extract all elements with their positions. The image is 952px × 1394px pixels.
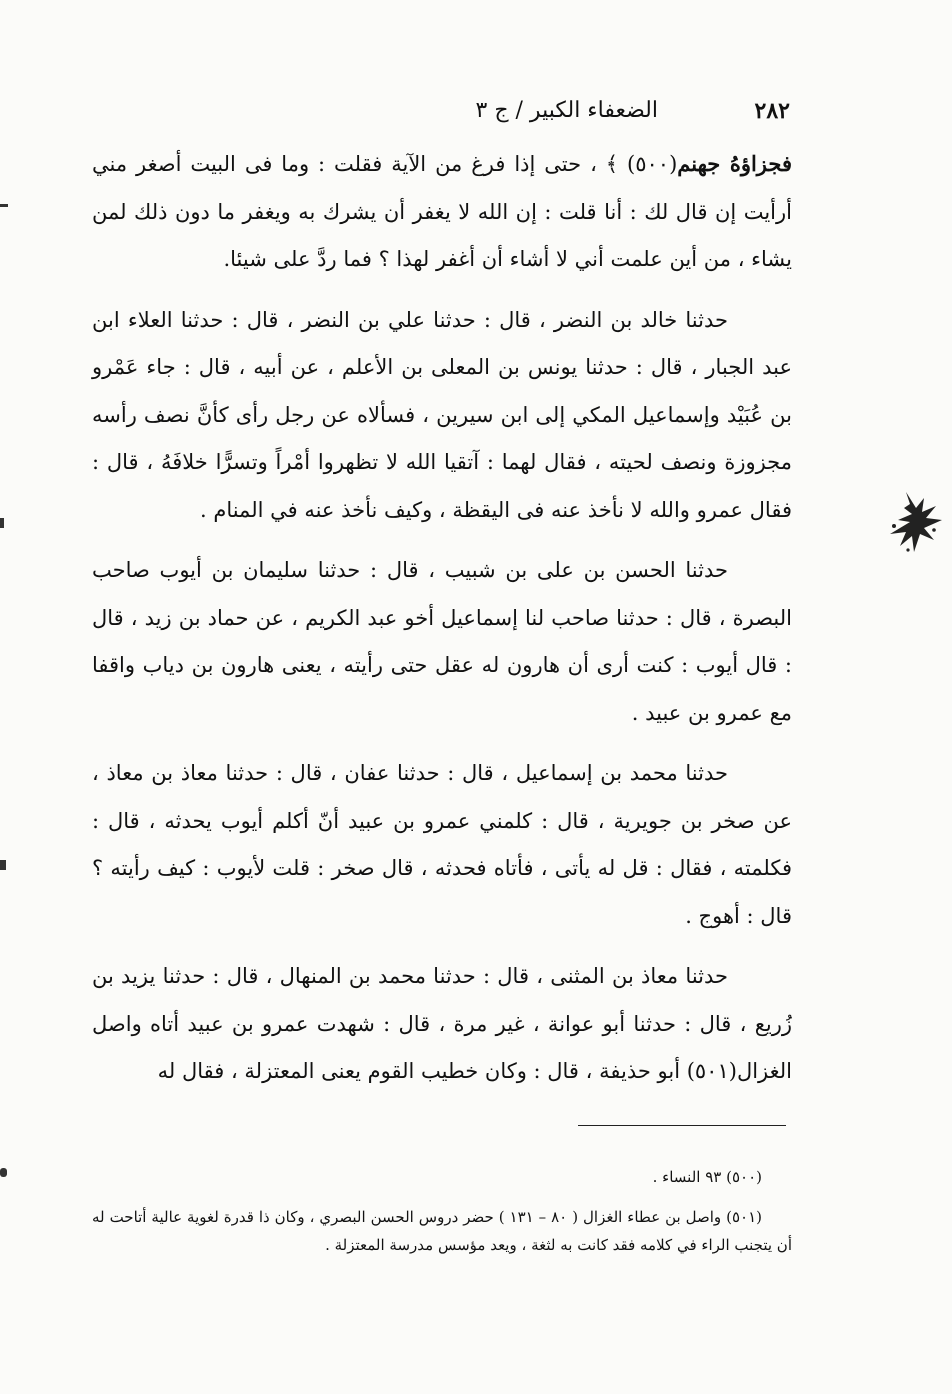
page-number: ٢٨٢ xyxy=(754,98,790,124)
scan-edge-mark xyxy=(0,518,4,528)
running-title: الضعفاء الكبير / ج ٣ xyxy=(475,98,658,123)
ink-blot-mark xyxy=(884,490,944,560)
footnote-separator xyxy=(578,1125,786,1126)
paragraph-text: حدثنا الحسن بن على بن شبيب ، قال : حدثنا سليمان بن أيوب صاحب البصرة ، قال : حدثنا صاحب لنا إسماعيل أخو عبد الكريم ، عن حماد بن زيد ، قال : قال أيوب : كنت أرى أن هارون له عقل حتى رأيته ، يعنى هارون بن دياب واقفا مع عمرو بن عبيد . xyxy=(92,558,792,725)
scan-edge-mark xyxy=(0,1168,7,1177)
main-text xyxy=(92,140,792,1100)
paragraph-text: حدثنا خالد بن النضر ، قال : حدثنا علي بن النضر ، قال : حدثنا العلاء ابن عبد الجبار ، قال : حدثنا يونس بن المعلى بن الأعلم ، عن أبيه ، قال : جاء عَمْرو بن عُبَيْد وإسماعيل المكي إلى ابن سيرين ، فسألاه عن رجل رأى كأنَّ نصف رأسه مجزوزة ونصف لحيته ، فقال لهما : آتقيا الله لا تظهروا أمْراً وتسرًّا خلافَهُ ، قال : فقال عمرو والله لا نأخذ عنه فى اليقظة ، وكيف نأخذ عنه في المنام . xyxy=(92,307,792,522)
page-header xyxy=(330,98,790,132)
paragraph xyxy=(92,750,792,940)
scan-edge-mark xyxy=(0,860,6,870)
footnotes xyxy=(92,1163,792,1271)
paragraph xyxy=(92,297,792,535)
paragraph-text: حدثنا معاذ بن المثنى ، قال : حدثنا محمد بن المنهال ، قال : حدثنا يزيد بن زُريع ، قال : حدثنا أبو عوانة ، غير مرة ، قال : شهدت عمرو بن عبيد أتاه واصل الغزال(٥٠١) أبو حذيفة ، قال : وكان خطيب القوم يعنى المعتزلة ، فقال له xyxy=(92,964,792,1083)
paragraph xyxy=(92,547,792,737)
paragraph-text: حدثنا محمد بن إسماعيل ، قال : حدثنا عفان ، قال : حدثنا معاذ بن معاذ ، عن صخر بن جويرية ، قال : كلمني عمرو بن عبيد أنّ أكلم أيوب يحدثه ، قال : فكلمته ، فقال : قل له يأتى ، فأتاه فحدثه ، قال صخر : قلت لأيوب : كيف رأيته ؟ قال : أهوج . xyxy=(92,761,792,928)
footnote: (٥٠١) واصل بن عطاء الغزال ( ٨٠ – ١٣١ ) حضر دروس الحسن البصري ، وكان ذا قدرة لغوية عالية أتاحت له أن يتجنب الراء في كلامه فقد كانت به لثغة ، ويعد مؤسس مدرسة المعتزلة . xyxy=(92,1208,792,1254)
paragraph xyxy=(92,140,792,284)
scan-edge-mark xyxy=(0,204,8,207)
footnote: (٥٠٠) ٩٣ النساء . xyxy=(652,1168,762,1186)
quran-quote: فجزاؤهُ جهنم xyxy=(677,151,792,176)
paragraph-text: (٥٠٠) ﴾ ، حتى إذا فرغ من الآية فقلت : وما فى البيت أصغر مني أرأيت إن قال لك : أنا قلت : إن الله لا يغفر أن يشرك به ويغفر ما دون ذلك لمن يشاء ، من أين علمت أني لا أشاء أن أغفر لهذا ؟ فما ردَّ على شيئا. xyxy=(92,152,792,271)
paragraph xyxy=(92,953,792,1096)
